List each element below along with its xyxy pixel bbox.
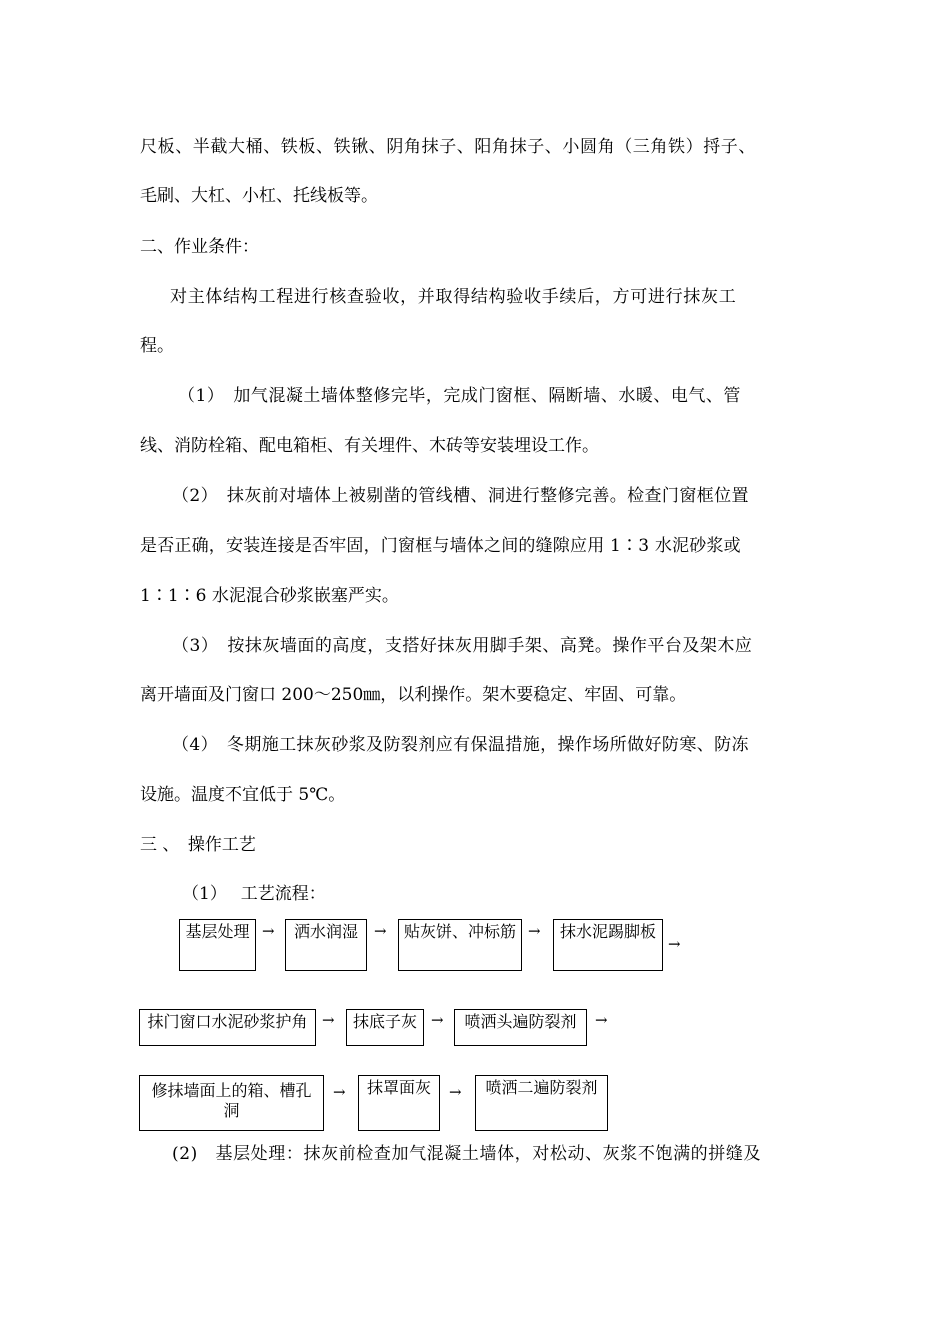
flow-step: 抹门窗口水泥砂浆护角: [139, 1009, 316, 1046]
flow-step: 贴灰饼、冲标筋: [398, 919, 522, 971]
flow-step: 抹底子灰: [346, 1009, 424, 1046]
flow-step: 喷洒二遍防裂剂: [475, 1075, 608, 1131]
text-line: （4） 冬期施工抹灰砂浆及防裂剂应有保温措施，操作场所做好防寒、防冻: [172, 735, 749, 755]
arrow-right-icon: →: [528, 922, 541, 940]
section-heading: 二、作业条件：: [140, 237, 259, 257]
text-line: 1∶1∶6 水泥混合砂浆嵌塞严实。: [140, 586, 399, 606]
text-line: （3） 按抹灰墙面的高度，支搭好抹灰用脚手架、高凳。操作平台及架木应: [172, 636, 753, 656]
arrow-right-icon: →: [262, 922, 275, 940]
text-line: （2） 抹灰前对墙体上被剔凿的管线槽、洞进行整修完善。检查门窗框位置: [172, 486, 749, 506]
text-line: （1） 加气混凝土墙体整修完毕，完成门窗框、隔断墙、水暖、电气、管: [178, 386, 741, 406]
text-line: (2) 基层处理：抹灰前检查加气混凝土墙体，对松动、灰浆不饱满的拼缝及: [172, 1144, 762, 1164]
arrow-right-icon: →: [431, 1011, 444, 1029]
flow-step: 喷洒头遍防裂剂: [454, 1009, 587, 1046]
text-line: 是否正确，安装连接是否牢固，门窗框与墙体之间的缝隙应用 1∶3 水泥砂浆或: [140, 536, 741, 556]
text-line: 对主体结构工程进行核查验收，并取得结构验收手续后，方可进行抹灰工: [170, 287, 737, 307]
arrow-right-icon: →: [668, 935, 681, 953]
flow-step: 抹罩面灰: [358, 1075, 440, 1131]
flow-step: 抹水泥踢脚板: [553, 919, 663, 971]
arrow-right-icon: →: [374, 922, 387, 940]
arrow-right-icon: →: [333, 1083, 346, 1101]
flow-step: 修抹墙面上的箱、槽孔洞: [139, 1075, 324, 1131]
text-line: 离开墙面及门窗口 200～250㎜，以利操作。架木要稳定、牢固、可靠。: [140, 685, 687, 705]
text-line: 程。: [140, 336, 174, 356]
arrow-right-icon: →: [322, 1011, 335, 1029]
arrow-right-icon: →: [449, 1083, 462, 1101]
section-heading: 三 、 操作工艺: [140, 835, 256, 855]
text-line: 尺板、半截大桶、铁板、铁锹、阴角抹子、阳角抹子、小圆角（三角铁）捋子、: [140, 137, 756, 157]
arrow-right-icon: →: [595, 1011, 608, 1029]
text-line: 线、消防栓箱、配电箱柜、有关埋件、木砖等安装埋设工作。: [140, 436, 599, 456]
text-line: 设施。温度不宜低于 5℃。: [140, 785, 346, 805]
flow-step: 基层处理: [179, 919, 256, 971]
flow-step: 洒水润湿: [285, 919, 367, 971]
text-line: 毛刷、大杠、小杠、托线板等。: [140, 186, 378, 206]
text-line: （1） 工艺流程：: [182, 884, 326, 904]
